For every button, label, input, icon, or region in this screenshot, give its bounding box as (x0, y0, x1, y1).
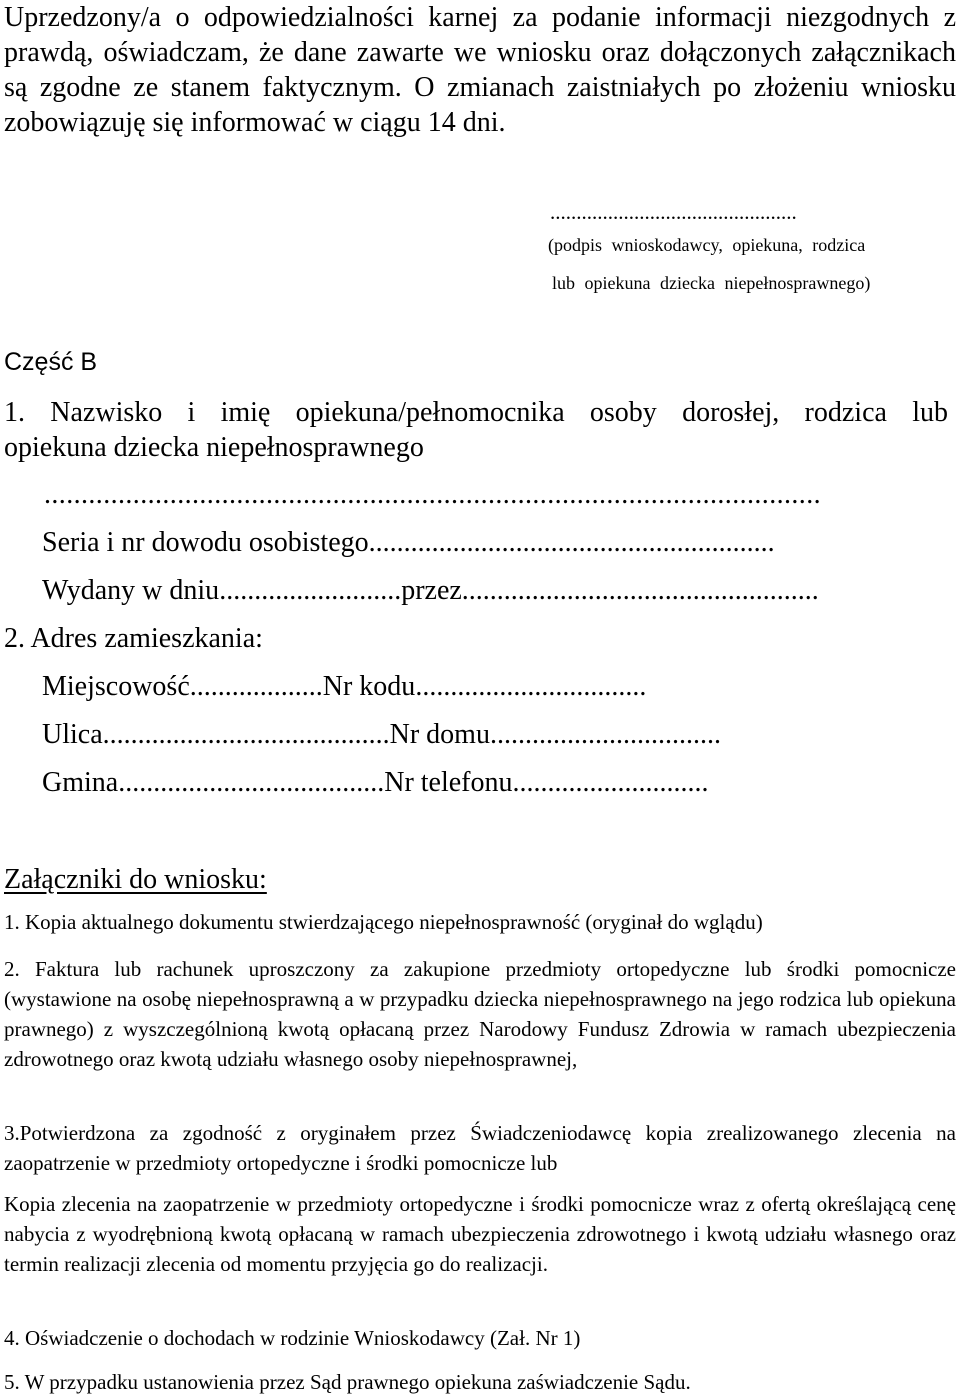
signature-caption-line-2: lub opiekuna dziecka niepełnosprawnego) (552, 273, 871, 293)
attachment-item-3-alternative: Kopia zlecenia na zaopatrzenie w przedmioty ortopedyczne i środki pomocnicze wraz z ofertą określającą cenę nabycia z wyodrębnioną kwotą opłacaną w ramach ubezpieczenia zdrowotnego i kwotą udziału własnego oraz termin realizacji zlecenia od momentu przyjęcia go do realizacji. (4, 1192, 956, 1276)
attachment-item-3: 3.Potwierdzona za zgodność z oryginałem przez Świadczeniodawcę kopia zrealizowanego zlecenia na zaopatrzenie w przedmioty ortopedyczne i środki pomocnicze lub (4, 1121, 956, 1175)
town-field: ................... (189, 671, 323, 702)
id-card-label: Seria i nr dowodu osobistego (42, 527, 369, 558)
applicant-name-label-cont: opiekuna dziecka niepełnosprawnego (4, 432, 424, 463)
address-heading: 2. Adres zamieszkania: (4, 623, 263, 654)
phone-label: Nr telefonu (384, 767, 513, 798)
attachment-item-5: 5. W przypadku ustanowienia przez Sąd prawnego opiekuna zaświadczenie Sądu. (4, 1370, 691, 1394)
house-number-label: Nr domu (389, 719, 490, 750)
postcode-label: Nr kodu (322, 671, 416, 702)
town-label: Miejscowość (42, 671, 190, 702)
phone-field: ............................ (512, 767, 709, 798)
commune-label: Gmina (42, 767, 119, 798)
commune-field: ...................................... (118, 767, 385, 798)
issued-by-label: przez (401, 575, 462, 606)
house-number-field: ................................. (489, 719, 721, 750)
commune-row (42, 765, 709, 801)
id-card-field: .......................................................... (368, 527, 775, 558)
street-field: ......................................... (102, 719, 390, 750)
id-card-row (42, 525, 775, 561)
street-row (42, 717, 721, 753)
town-row (42, 669, 646, 705)
applicant-name-field: ......................................................................................................... (44, 479, 821, 510)
issued-date-label: Wydany w dniu (42, 575, 220, 606)
signature-caption-line-1: (podpis wnioskodawcy, opiekuna, rodzica (548, 235, 866, 255)
attachments-heading: Załączniki do wniosku: (4, 864, 267, 895)
attachment-item-2: 2. Faktura lub rachunek uproszczony za zakupione przedmioty ortopedyczne lub środki pomocnicze (wystawione na osobę niepełnosprawną a w przypadku dziecka niepełnosprawnego na jego rodzica lub opiekuna prawnego) z wyszczególnioną kwotą opłacaną przez Narodowy Fundusz Zdrowia w ramach ubezpieczenia zdrowotnego oraz kwotą udziału własnego osoby niepełnosprawnej, (4, 957, 956, 1071)
issued-row (42, 573, 819, 609)
issued-date-field: .......................... (219, 575, 402, 606)
attachment-item-1: 1. Kopia aktualnego dokumentu stwierdzającego niepełnosprawność (oryginał do wglądu) (4, 910, 763, 934)
signature-line: ............................................... (550, 200, 797, 224)
applicant-name-label: 1. Nazwisko i imię opiekuna/pełnomocnika osoby dorosłej, rodzica lub (4, 397, 948, 428)
postcode-field: ................................. (415, 671, 647, 702)
attachment-item-4: 4. Oświadczenie o dochodach w rodzinie Wnioskodawcy (Zał. Nr 1) (4, 1326, 581, 1350)
declaration-text: Uprzedzony/a o odpowiedzialności karnej za podanie informacji niezgodnych z prawdą, oświadczam, że dane zawarte we wniosku oraz dołączonych załącznikach są zgodne ze stanem faktycznym. O zmianach zaistniałych po złożeniu wniosku zobowiązuję się informować w ciągu 14 dni. (4, 2, 956, 138)
street-label: Ulica (42, 719, 103, 750)
part-b-heading: Część B (4, 348, 98, 376)
issued-by-field: ................................................... (461, 575, 819, 606)
